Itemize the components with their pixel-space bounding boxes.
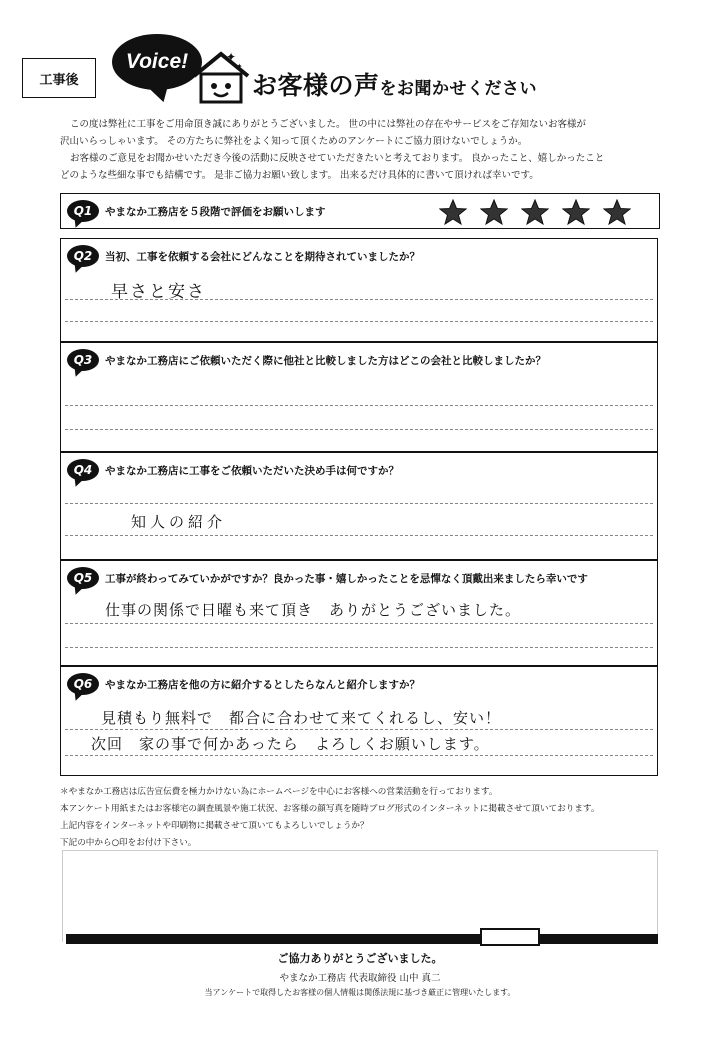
- voice-bubble: Voice!: [112, 34, 202, 90]
- question-badge: Q6: [67, 673, 99, 695]
- answer-line: [65, 623, 653, 624]
- note-line: 本アンケート用紙またはお客様宅の調査風景や施工状況、お客様の顔写真を随時ブログ形式のインターネットに掲載させて頂いております。: [60, 804, 600, 814]
- status-tag: 工事後: [22, 58, 96, 98]
- page-title: [252, 66, 537, 102]
- star-icon[interactable]: [480, 199, 508, 225]
- answer-line: [65, 429, 653, 430]
- question-5-box: [60, 560, 658, 666]
- star-icon[interactable]: [562, 199, 590, 225]
- question-badge: Q1: [67, 200, 99, 222]
- answer-line: [65, 405, 653, 406]
- redacted-area: [62, 850, 658, 942]
- star-icon[interactable]: [521, 199, 549, 225]
- privacy-text: 当アンケートで取得したお客様の個人情報は関係法規に基づき厳正に管理いたします。: [204, 988, 516, 997]
- title-emphasis: 声: [354, 71, 380, 100]
- question-text: やまなか工務店にご依頼いただく際に他社と比較しました方はどこの会社と比較しましたか？: [105, 354, 546, 367]
- contact-bar: [66, 934, 658, 944]
- answer-line: [65, 647, 653, 648]
- intro-line: お客様のご意見をお聞かせいただき今後の活動に反映させていただきたいと考えております。 良かったこと、嬉しかったこと: [70, 153, 605, 164]
- answer-text[interactable]: 仕事の関係で日曜も来て頂き ありがとうございました。: [105, 601, 522, 619]
- house-icon: [190, 50, 252, 110]
- question-badge: Q3: [67, 349, 99, 371]
- question-text: やまなか工務店を他の方に紹介するとしたらなんと紹介しますか？: [105, 678, 420, 691]
- answer-line: [65, 535, 653, 536]
- answer-line: [65, 755, 653, 756]
- note-line: ＊やまなか工務店は広告宣伝費を極力かけない為にホームページを中心にお客様への営業活動を行っております。: [60, 787, 498, 797]
- question-1-box: [60, 193, 660, 229]
- question-text: 工事が終わってみていかがですか？良かった事・嬉しかったことを忌憚なく頂戴出来ましたら幸いです: [105, 572, 588, 585]
- question-badge: Q2: [67, 245, 99, 267]
- company-text: やまなか工務店 代表取締役 山中 真二: [279, 973, 441, 984]
- rating-stars: [439, 199, 631, 225]
- note-line: 上記内容をインターネットや印刷物に掲載させて頂いてもよろしいでしょうか？: [60, 821, 369, 831]
- note-line: 下記の中から○印をお付け下さい。: [60, 838, 197, 848]
- question-4-box: [60, 452, 658, 560]
- answer-line: [65, 503, 653, 504]
- footer: [0, 950, 720, 998]
- intro-line: どのような些細な事でも結構です。 是非ご協力お願い致します。 出来るだけ具体的に書いて頂ければ幸いです。: [60, 170, 539, 181]
- answer-text-line-1[interactable]: 見積もり無料で 都合に合わせて来てくれるし、安い！: [101, 709, 502, 727]
- question-text: やまなか工務店に工事をご依頼いただいた決め手は何ですか？: [105, 464, 399, 477]
- intro-line: この度は弊社に工事をご用命頂き誠にありがとうございました。 世の中には弊社の存在やサービスをご存知ないお客様が: [70, 119, 587, 130]
- question-badge: Q4: [67, 459, 99, 481]
- title-part: お客様の: [252, 71, 355, 100]
- answer-text[interactable]: 知人の紹介: [131, 513, 227, 531]
- question-2-box: [60, 238, 658, 342]
- intro-text: [60, 116, 660, 184]
- question-6-box: [60, 666, 658, 776]
- title-suffix: をお聞かせください: [379, 79, 538, 99]
- answer-line: [65, 299, 653, 300]
- question-text: 当初、工事を依頼する会社にどんなことを期待されていましたか？: [105, 250, 420, 263]
- sparkle-icon: ✦: [236, 62, 243, 71]
- answer-text-line-2[interactable]: 次回 家の事で何かあったら よろしくお願いします。: [91, 735, 490, 753]
- thanks-text: ご協力ありがとうございました。: [277, 952, 443, 965]
- question-badge: Q5: [67, 567, 99, 589]
- answer-line: [65, 729, 653, 730]
- answer-text[interactable]: 早さと安さ: [111, 282, 206, 302]
- star-icon[interactable]: [439, 199, 467, 225]
- sparkle-icon: ✦: [226, 50, 237, 64]
- question-text: やまなか工務店を５段階で評価をお願いします: [105, 205, 326, 218]
- notes: [60, 784, 660, 852]
- star-icon[interactable]: [603, 199, 631, 225]
- question-3-box: [60, 342, 658, 452]
- intro-line: 沢山いらっしゃいます。 その方たちに弊社をよく知って頂くためのアンケートにご協力頂けないでしょうか。: [60, 136, 528, 147]
- contact-bar-box: [480, 928, 540, 946]
- answer-line: [65, 321, 653, 322]
